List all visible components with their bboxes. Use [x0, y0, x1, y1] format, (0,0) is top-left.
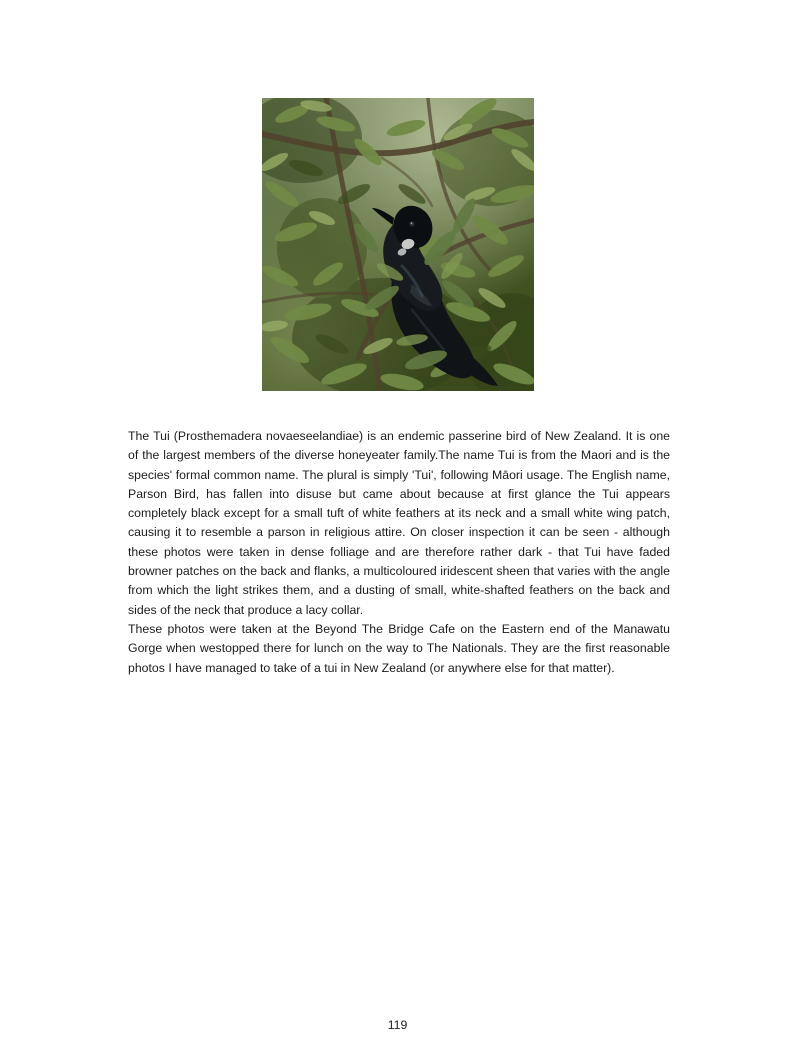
tui-photograph-image — [262, 98, 534, 391]
tui-photograph — [262, 98, 534, 391]
paragraph-1: The Tui (Prosthemadera novaeseelandiae) is an endemic passerine bird of New Zealand. It is one of the largest members of the diverse honeyeater family.The name Tui is from the Maori and is the species' formal common name. The plural is simply 'Tui', following Māori usage. The English name, Parson Bird, has fallen into disuse but came about because at first glance the Tui appears completely black except for a small tuft of white feathers at its neck and a small white wing patch, causing it to resemble a parson in religious attire. On closer inspection it can be seen - although these photos were taken in dense folliage and are therefore rather dark - that Tui have faded browner patches on the back and flanks, a multicoloured iridescent sheen that varies with the angle from which the light strikes them, and a dusting of small, white-shafted feathers on the back and sides of the neck that produce a lacy collar. — [128, 429, 670, 617]
paragraph-2: These photos were taken at the Beyond The Bridge Cafe on the Eastern end of the Manawatu Gorge when westopped there for lunch on the way to The Nationals. They are the first reasonable photos I have managed to take of a tui in New Zealand (or anywhere else for that matter). — [128, 621, 670, 675]
page-number: 119 — [387, 1018, 408, 1032]
article-body — [128, 427, 670, 678]
